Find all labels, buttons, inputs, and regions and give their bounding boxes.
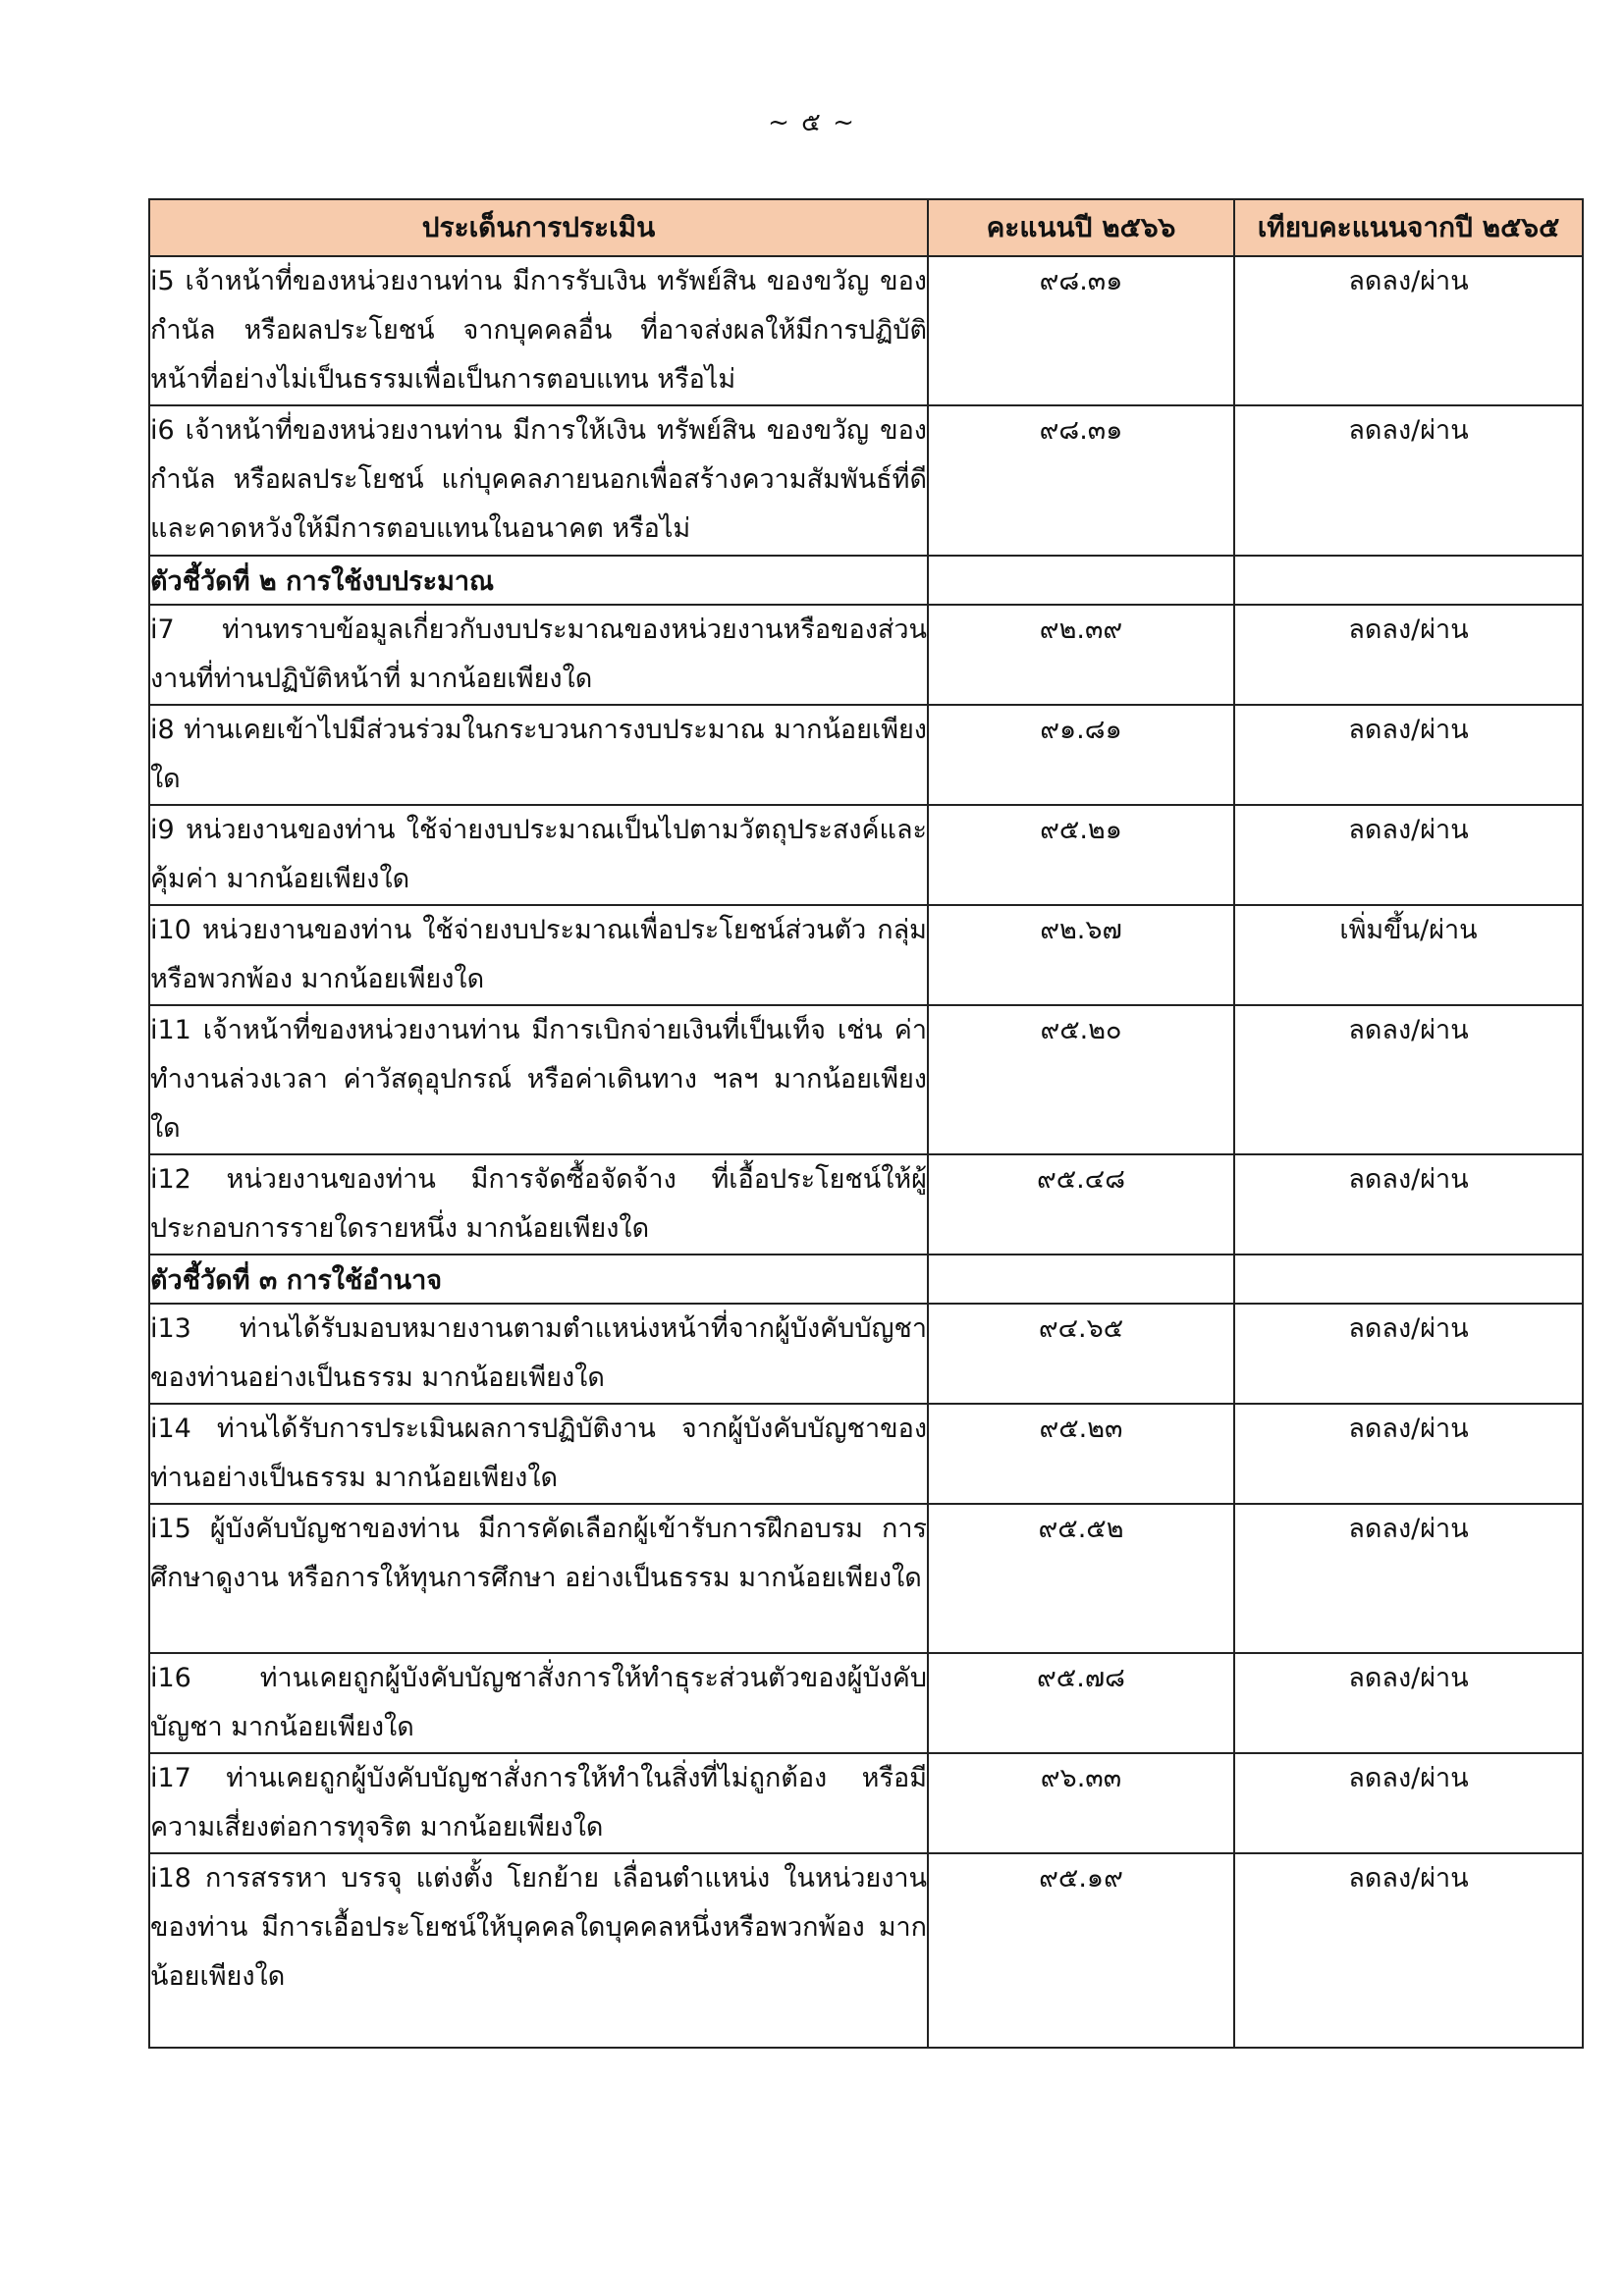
question-cell: i5 เจ้าหน้าที่ของหน่วยงานท่าน มีการรับเงิน ทรัพย์สิน ของขวัญ ของกำนัล หรือผลประโยชน์ จากบุคคลอื่น ที่อาจส่งผลให้มีการปฏิบัติหน้าที่อย่างไม่เป็นธรรมเพื่อเป็นการตอบแทน หรือไม่ (149, 256, 928, 405)
score-cell: ๙๖.๓๓ (928, 1753, 1234, 1853)
table-row (149, 805, 1583, 905)
section-label: ตัวชี้วัดที่ ๓ การใช้อำนาจ (149, 1255, 928, 1304)
question-cell: i15 ผู้บังคับบัญชาของท่าน มีการคัดเลือกผู้เข้ารับการฝึกอบรม การศึกษาดูงาน หรือการให้ทุนการศึกษา อย่างเป็นธรรม มากน้อยเพียงใด (149, 1504, 928, 1653)
empty-cell (1234, 556, 1583, 605)
compare-cell: ลดลง/ผ่าน (1234, 705, 1583, 805)
compare-cell: ลดลง/ผ่าน (1234, 605, 1583, 705)
compare-cell: ลดลง/ผ่าน (1234, 1304, 1583, 1404)
score-cell: ๙๒.๓๙ (928, 605, 1234, 705)
question-cell: i16 ท่านเคยถูกผู้บังคับบัญชาสั่งการให้ทำธุระส่วนตัวของผู้บังคับบัญชา มากน้อยเพียงใด (149, 1653, 928, 1753)
compare-cell: ลดลง/ผ่าน (1234, 1005, 1583, 1154)
table-row (149, 605, 1583, 705)
table-row (149, 256, 1583, 405)
question-cell: i10 หน่วยงานของท่าน ใช้จ่ายงบประมาณเพื่อประโยชน์ส่วนตัว กลุ่ม หรือพวกพ้อง มากน้อยเพียงใด (149, 905, 928, 1005)
evaluation-table (148, 198, 1584, 2049)
section-label: ตัวชี้วัดที่ ๒ การใช้งบประมาณ (149, 556, 928, 605)
table-row (149, 1653, 1583, 1753)
question-cell: i7 ท่านทราบข้อมูลเกี่ยวกับงบประมาณของหน่วยงานหรือของส่วนงานที่ท่านปฏิบัติหน้าที่ มากน้อยเพียงใด (149, 605, 928, 705)
compare-cell: ลดลง/ผ่าน (1234, 1154, 1583, 1255)
page-number: ~ ๕ ~ (768, 108, 856, 137)
table-row (149, 905, 1583, 1005)
header-score-2566: คะแนนปี ๒๕๖๖ (928, 199, 1234, 256)
score-cell: ๙๕.๔๘ (928, 1154, 1234, 1255)
score-cell: ๙๕.๕๒ (928, 1504, 1234, 1653)
score-cell: ๙๕.๒๐ (928, 1005, 1234, 1154)
score-cell: ๙๒.๖๗ (928, 905, 1234, 1005)
score-cell: ๙๔.๖๕ (928, 1304, 1234, 1404)
compare-cell: ลดลง/ผ่าน (1234, 405, 1583, 556)
table-row (149, 1404, 1583, 1504)
table-row (149, 1304, 1583, 1404)
question-cell: i18 การสรรหา บรรจุ แต่งตั้ง โยกย้าย เลื่อนตำแหน่ง ในหน่วยงานของท่าน มีการเอื้อประโยชน์ให้บุคคลใดบุคคลหนึ่งหรือพวกพ้อง มากน้อยเพียงใด (149, 1853, 928, 2048)
score-cell: ๙๕.๒๓ (928, 1404, 1234, 1504)
empty-cell (928, 1255, 1234, 1304)
section-row (149, 1255, 1583, 1304)
score-cell: ๙๕.๒๑ (928, 805, 1234, 905)
compare-cell: เพิ่มขึ้น/ผ่าน (1234, 905, 1583, 1005)
question-cell: i14 ท่านได้รับการประเมินผลการปฏิบัติงาน จากผู้บังคับบัญชาของท่านอย่างเป็นธรรม มากน้อยเพียงใด (149, 1404, 928, 1504)
question-cell: i13 ท่านได้รับมอบหมายงานตามตำแหน่งหน้าที่จากผู้บังคับบัญชาของท่านอย่างเป็นธรรม มากน้อยเพียงใด (149, 1304, 928, 1404)
table-header-row (149, 199, 1583, 256)
table-row (149, 1154, 1583, 1255)
table-row (149, 705, 1583, 805)
question-cell: i11 เจ้าหน้าที่ของหน่วยงานท่าน มีการเบิกจ่ายเงินที่เป็นเท็จ เช่น ค่าทำงานล่วงเวลา ค่าวัสดุอุปกรณ์ หรือค่าเดินทาง ฯลฯ มากน้อยเพียงใด (149, 1005, 928, 1154)
question-cell: i9 หน่วยงานของท่าน ใช้จ่ายงบประมาณเป็นไปตามวัตถุประสงค์และคุ้มค่า มากน้อยเพียงใด (149, 805, 928, 905)
table-row (149, 1005, 1583, 1154)
score-cell: ๙๘.๓๑ (928, 256, 1234, 405)
score-cell: ๙๘.๓๑ (928, 405, 1234, 556)
compare-cell: ลดลง/ผ่าน (1234, 1653, 1583, 1753)
compare-cell: ลดลง/ผ่าน (1234, 1404, 1583, 1504)
question-cell: i6 เจ้าหน้าที่ของหน่วยงานท่าน มีการให้เงิน ทรัพย์สิน ของขวัญ ของกำนัล หรือผลประโยชน์ แก่บุคคลภายนอกเพื่อสร้างความสัมพันธ์ที่ดีและคาดหวังให้มีการตอบแทนในอนาคต หรือไม่ (149, 405, 928, 556)
table-row (149, 405, 1583, 556)
compare-cell: ลดลง/ผ่าน (1234, 1504, 1583, 1653)
table-row (149, 1853, 1583, 2048)
compare-cell: ลดลง/ผ่าน (1234, 1753, 1583, 1853)
score-cell: ๙๕.๑๙ (928, 1853, 1234, 2048)
question-cell: i17 ท่านเคยถูกผู้บังคับบัญชาสั่งการให้ทำในสิ่งที่ไม่ถูกต้อง หรือมีความเสี่ยงต่อการทุจริต มากน้อยเพียงใด (149, 1753, 928, 1853)
score-cell: ๙๑.๘๑ (928, 705, 1234, 805)
section-row (149, 556, 1583, 605)
compare-cell: ลดลง/ผ่าน (1234, 1853, 1583, 2048)
question-cell: i12 หน่วยงานของท่าน มีการจัดซื้อจัดจ้าง ที่เอื้อประโยชน์ให้ผู้ประกอบการรายใดรายหนึ่ง มากน้อยเพียงใด (149, 1154, 928, 1255)
header-issue: ประเด็นการประเมิน (149, 199, 928, 256)
table-row (149, 1504, 1583, 1653)
header-compare-2565: เทียบคะแนนจากปี ๒๕๖๕ (1234, 199, 1583, 256)
question-cell: i8 ท่านเคยเข้าไปมีส่วนร่วมในกระบวนการงบประมาณ มากน้อยเพียงใด (149, 705, 928, 805)
score-cell: ๙๕.๗๘ (928, 1653, 1234, 1753)
compare-cell: ลดลง/ผ่าน (1234, 805, 1583, 905)
compare-cell: ลดลง/ผ่าน (1234, 256, 1583, 405)
empty-cell (928, 556, 1234, 605)
table-row (149, 1753, 1583, 1853)
empty-cell (1234, 1255, 1583, 1304)
